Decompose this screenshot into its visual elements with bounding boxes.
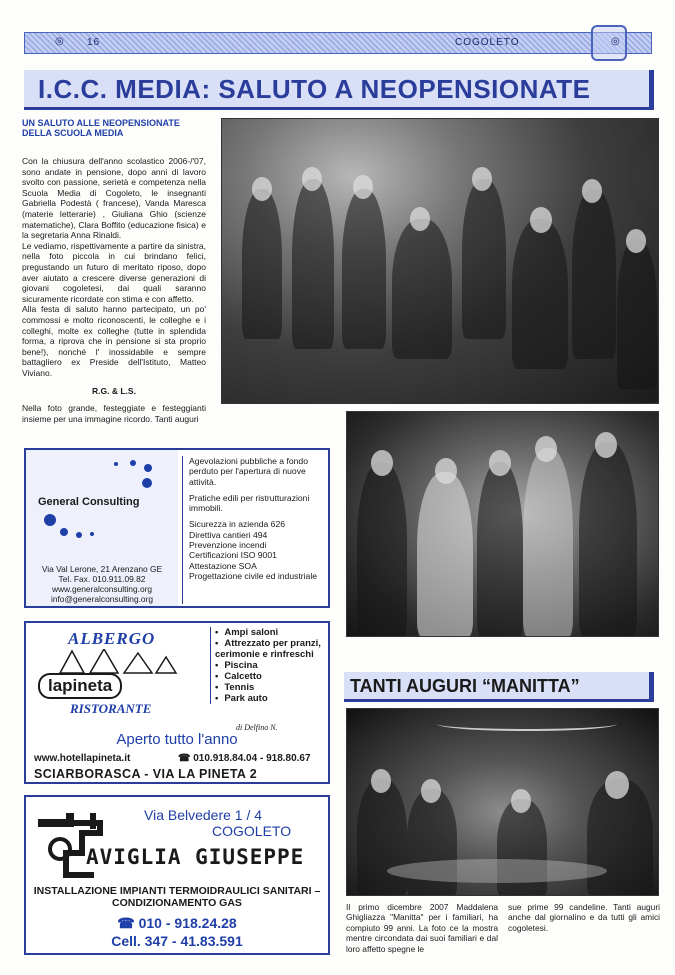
- general-consulting-name: General Consulting: [38, 496, 140, 508]
- header-box: [591, 25, 627, 61]
- article-paragraph: Con la chiusura dell'anno scolastico 2006-/'07, sono andate in pensione, dopo anni di lavoro svolto con passione, serietà e competenza nella Scuola Media di Cogoleto, le insegnanti Gabriella Podestà ( francese), Vanda Maresca (materie letterarie) , Giuliana Ghio (scienze matematiche), Clara Boffito (educazione fisica) e la segretaria Anna Rinaldi.: [22, 156, 206, 241]
- article-caption: Nella foto grande, festeggiate e festeggianti insieme per una immagine ricordo. Tanti auguri: [22, 403, 206, 424]
- page-header-bar: [24, 32, 652, 54]
- aviglia-cell: Cell. 347 - 41.83.591: [111, 933, 243, 949]
- article-paragraph: Alla festa di saluto hanno partecipato, un po' commossi e molto riconoscenti, le colleghe e i colleghi, molte ex colleghe (tutte in splendida forma, a riprova che in pensione si sta proprio bene!), nonché l' inossidabile e sempre battagliero ex Preside dell'Istituto, Matteo Viviano.: [22, 304, 206, 378]
- auguri-title-banner: [344, 672, 654, 702]
- header-town: COGOLETO: [455, 37, 520, 48]
- albergo-author: di Delfino N.: [236, 723, 278, 732]
- gc-service: Agevolazioni pubbliche a fondo perduto per l'apertura di nuove attività.: [189, 456, 308, 487]
- article-signature: R.G. & L.S.: [92, 386, 136, 397]
- feature-item: • Ampi saloni: [215, 627, 328, 638]
- page-number: 16: [87, 37, 101, 48]
- toast-photo: [346, 411, 659, 637]
- general-consulting-ad: [24, 448, 330, 608]
- gc-service: Sicurezza in azienda 626 Direttiva cantieri 494 Prevenzione incendi Certificazioni ISO 9001 Attestazione SOA Progettazione civile ed industriale: [189, 519, 318, 581]
- general-consulting-logo: [26, 450, 178, 606]
- aviglia-ad: [24, 795, 330, 955]
- gc-address-line: Via Val Lerone, 21 Arenzano GE: [41, 564, 163, 574]
- albergo-open: Aperto tutto l'anno: [116, 731, 238, 748]
- albergo-phone: ☎ 010.918.84.04 - 918.80.67: [178, 753, 311, 764]
- feature-item: • Attrezzato per pranzi, cerimonie e rinfreschi: [215, 638, 328, 660]
- aviglia-name: AVIGLIA GIUSEPPE: [86, 845, 305, 869]
- auguri-text-col1: Il primo dicembre 2007 Maddalena Ghigliazza "Manitta" per i familiari, ha compiuto 99 anni. La foto ce la mostra mentre circondata dai suoi familiari e dal loro affetto spegne le: [346, 902, 498, 954]
- header-right-mark: ◎: [611, 36, 620, 47]
- albergo-website: www.hotellapineta.it: [34, 753, 131, 764]
- general-consulting-services: [182, 456, 328, 604]
- albergo-features: [210, 627, 328, 704]
- gc-website: www.generalconsulting.org: [51, 584, 153, 594]
- auguri-title: TANTI AUGURI “MANITTA”: [350, 676, 580, 696]
- gc-email: info@generalconsulting.org: [50, 594, 154, 604]
- albergo-ristorante: RISTORANTE: [70, 701, 152, 716]
- auguri-text-col2: sue prime 99 candeline. Tanti auguri anche dal giornalino e da tutti gli amici cogoletesi.: [508, 902, 660, 933]
- aviglia-street: Via Belvedere 1 / 4: [144, 807, 263, 823]
- article-column: [22, 118, 206, 424]
- pine-trees-icon: [50, 649, 180, 675]
- aviglia-city: COGOLETO: [212, 823, 292, 839]
- article-kicker: UN SALUTO ALLE NEOPENSIONATE DELLA SCUOLA MEDIA: [22, 118, 180, 138]
- main-title: I.C.C. MEDIA: SALUTO A NEOPENSIONATE: [38, 74, 591, 104]
- aviglia-phone: ☎ 010 - 918.24.28: [117, 915, 237, 931]
- feature-item: • Tennis: [215, 682, 328, 693]
- albergo-lapineta-ad: [24, 621, 330, 784]
- general-consulting-address: [26, 564, 178, 604]
- feature-item: • Calcetto: [215, 671, 328, 682]
- header-left-mark: ◎: [55, 36, 64, 47]
- albergo-logo: [30, 627, 208, 721]
- feature-item: • Piscina: [215, 660, 328, 671]
- gc-phone-line: Tel. Fax. 010.911.09.82: [58, 574, 146, 584]
- main-title-banner: [24, 70, 654, 110]
- feature-item: • Park auto: [215, 693, 328, 704]
- group-photo: [221, 118, 659, 404]
- albergo-title: ALBERGO: [68, 629, 156, 648]
- albergo-pineta-name: lapineta: [38, 673, 122, 699]
- albergo-location: SCIARBORASCA - VIA LA PINETA 2: [34, 767, 258, 781]
- gc-service: Pratiche edili per ristrutturazioni immobili.: [189, 492, 310, 514]
- birthday-photo: [346, 708, 659, 896]
- aviglia-services: INSTALLAZIONE IMPIANTI TERMOIDRAULICI SANITARI – CONDIZIONAMENTO GAS: [33, 885, 321, 909]
- article-paragraph: Le vediamo, rispettivamente a partire da sinistra, nella foto piccola in cui brindano felici, pregustando un futuro di meritato riposo, dopo aver aiutato a crescere diverse generazioni di giovani cogoletesi, dai quali saranno sicuramente ricordate con stima e con affetto.: [22, 240, 206, 304]
